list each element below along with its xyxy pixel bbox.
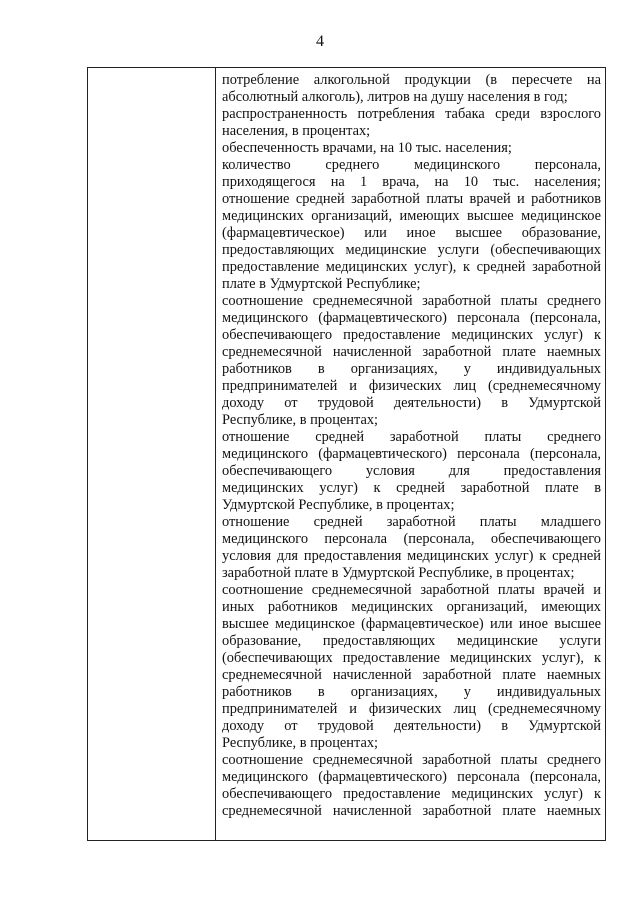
indicators-table <box>87 67 606 841</box>
text-line: работников в организациях, у индивидуальных <box>222 361 601 377</box>
text-line: отношение средней заработной платы среднего <box>222 429 601 445</box>
column-divider <box>215 68 216 840</box>
text-line: населения, в процентах; <box>222 123 371 139</box>
text-line: работников в организациях, у индивидуальных <box>222 684 601 700</box>
text-line: медицинских организаций, имеющих высшее медицинское <box>222 208 601 224</box>
text-line: плате в Удмуртской Республике; <box>222 276 421 292</box>
text-line: заработной плате в Удмуртской Республике, в процентах; <box>222 565 575 581</box>
text-line: отношение средней заработной платы младшего <box>222 514 601 530</box>
text-line: соотношение среднемесячной заработной платы среднего <box>222 752 601 768</box>
text-line: медицинского (фармацевтического) персонала (персонала, <box>222 310 601 326</box>
text-line: образование, предоставляющих медицинские услуги <box>222 633 601 649</box>
text-line: абсолютный алкоголь), литров на душу населения в год; <box>222 89 568 105</box>
text-line: предоставляющих медицинские услуги (обеспечивающих <box>222 242 601 258</box>
text-line: (обеспечивающих предоставление медицинских услуг), к <box>222 650 601 666</box>
text-line: предоставление медицинских услуг), к средней заработной <box>222 259 601 275</box>
text-line: соотношение среднемесячной заработной платы врачей и <box>222 582 601 598</box>
text-line: среднемесячной начисленной заработной плате наемных <box>222 667 601 683</box>
text-line: потребление алкогольной продукции (в пересчете на <box>222 72 601 88</box>
text-line: среднемесячной начисленной заработной плате наемных <box>222 803 601 819</box>
text-line: медицинского персонала (персонала, обеспечивающего <box>222 531 601 547</box>
text-line: Республике, в процентах; <box>222 735 379 751</box>
text-line: медицинского (фармацевтического) персонала (персонала, <box>222 446 601 462</box>
text-line: соотношение среднемесячной заработной платы среднего <box>222 293 601 309</box>
text-line: приходящегося на 1 врача, на 10 тыс. населения; <box>222 174 601 190</box>
text-line: среднемесячной начисленной заработной плате наемных <box>222 344 601 360</box>
text-line: обеспеченность врачами, на 10 тыс. населения; <box>222 140 512 156</box>
text-line: обеспечивающего предоставление медицинских услуг) к <box>222 327 601 343</box>
text-line: (фармацевтическое) или иное высшее образование, <box>222 225 601 241</box>
text-line: доходу от трудовой деятельности) в Удмуртской <box>222 718 601 734</box>
text-line: предпринимателей и физических лиц (среднемесячному <box>222 701 601 717</box>
text-line: предпринимателей и физических лиц (среднемесячному <box>222 378 601 394</box>
text-line: Удмуртской Республике, в процентах; <box>222 497 455 513</box>
text-line: иных работников медицинских организаций, имеющих <box>222 599 601 615</box>
text-line: обеспечивающего условия для предоставления <box>222 463 601 479</box>
page-number: 4 <box>316 33 324 50</box>
text-line: отношение средней заработной платы врачей и работников <box>222 191 601 207</box>
text-line: высшее медицинское (фармацевтическое) или иное высшее <box>222 616 601 632</box>
text-line: обеспечивающего предоставление медицинских услуг) к <box>222 786 601 802</box>
indicators-text-cell <box>222 72 601 840</box>
text-line: распространенность потребления табака среди взрослого <box>222 106 601 122</box>
text-line: условия для предоставления медицинских услуг) к средней <box>222 548 601 564</box>
text-line: количество среднего медицинского персонала, <box>222 157 601 173</box>
text-line: Республике, в процентах; <box>222 412 379 428</box>
text-line: медицинских услуг) к средней заработной плате в <box>222 480 601 496</box>
text-line: медицинского (фармацевтического) персонала (персонала, <box>222 769 601 785</box>
text-line: доходу от трудовой деятельности) в Удмуртской <box>222 395 601 411</box>
